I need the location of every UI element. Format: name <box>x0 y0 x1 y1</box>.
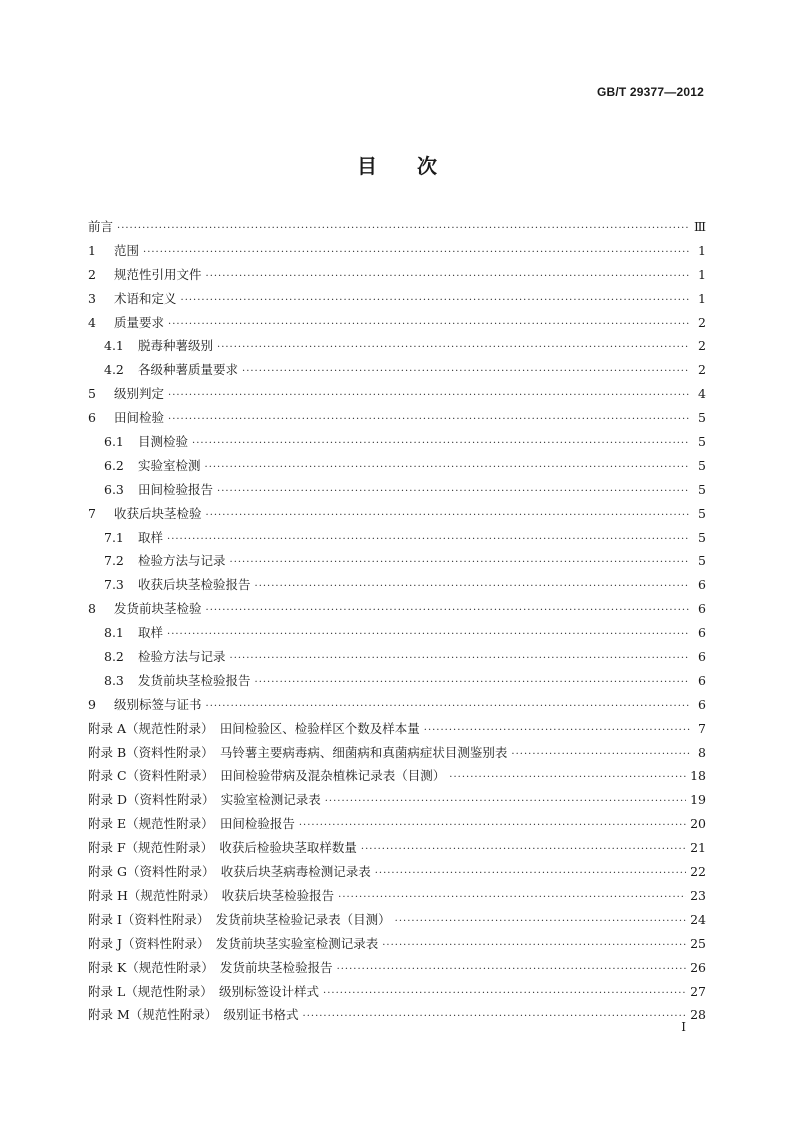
toc-leader-dots <box>299 814 686 838</box>
toc-leader-dots <box>205 456 690 480</box>
toc-leader-dots <box>181 289 690 313</box>
toc-entry-label <box>104 478 213 502</box>
toc-entry-page: 26 <box>690 959 706 975</box>
toc-leader-dots <box>325 790 686 814</box>
toc-entry-title: 前言 <box>88 219 114 234</box>
toc-entry-title: 附录 M（规范性附录） 级别证书格式 <box>88 1007 299 1023</box>
toc-leader-dots <box>192 432 690 456</box>
toc-entry-label <box>88 597 202 621</box>
toc-entry-title: 术语和定义 <box>114 290 177 306</box>
toc-entry-number: 5 <box>88 386 96 402</box>
toc-leader-dots <box>375 862 686 886</box>
toc-entry-page: 28 <box>690 1007 706 1023</box>
toc-entry-label <box>88 788 321 812</box>
toc-entry-label <box>104 549 226 573</box>
toc-leader-dots <box>206 695 690 719</box>
toc-entry-title: 检验方法与记录 <box>138 649 226 665</box>
toc-entry[interactable] <box>88 406 706 430</box>
toc-entry-label <box>88 717 420 741</box>
toc-leader-dots <box>424 719 690 743</box>
toc-entry-page: 27 <box>690 983 706 999</box>
toc-entry-label <box>104 454 201 478</box>
toc-entry-page: 1 <box>698 242 706 258</box>
table-of-contents <box>88 215 706 1027</box>
toc-entry[interactable] <box>88 1003 706 1027</box>
toc-entry-title: 实验室检测 <box>138 457 201 473</box>
toc-leader-dots <box>511 743 690 767</box>
toc-entry[interactable] <box>88 334 706 358</box>
toc-entry[interactable] <box>88 884 706 908</box>
toc-entry[interactable] <box>88 836 706 860</box>
toc-entry-title: 取样 <box>138 529 164 545</box>
toc-entry-number: 9 <box>88 696 96 712</box>
toc-entry[interactable] <box>88 526 706 550</box>
toc-leader-dots <box>382 934 686 958</box>
toc-entry-title: 附录 G（资料性附录） 收获后块茎病毒检测记录表 <box>88 864 371 880</box>
toc-entry-page: 5 <box>698 529 706 545</box>
toc-entry-label <box>88 406 164 430</box>
toc-entry-label <box>88 860 371 884</box>
toc-entry-page: 8 <box>698 744 706 760</box>
toc-entry-title: 级别判定 <box>114 386 165 402</box>
toc-entry[interactable] <box>88 382 706 406</box>
toc-entry-label <box>104 573 251 597</box>
toc-entry-page: 6 <box>698 672 706 688</box>
toc-entry[interactable] <box>88 956 706 980</box>
toc-leader-dots <box>230 647 690 671</box>
toc-leader-dots <box>303 1005 687 1029</box>
page-title: 目 次 <box>357 154 437 178</box>
toc-entry-page: 20 <box>690 816 706 832</box>
toc-leader-dots <box>143 241 690 265</box>
toc-leader-dots <box>206 504 690 528</box>
toc-entry-label <box>88 311 164 335</box>
toc-entry-title: 规范性引用文件 <box>114 266 202 282</box>
toc-entry-label <box>88 263 202 287</box>
toc-entry-number: 8.2 <box>104 649 124 665</box>
toc-entry[interactable] <box>88 502 706 526</box>
toc-leader-dots <box>167 528 690 552</box>
toc-entry-page: 18 <box>690 768 706 784</box>
toc-entry-title: 目测检验 <box>138 434 189 450</box>
toc-entry-number: 3 <box>88 290 96 306</box>
toc-entry[interactable] <box>88 597 706 621</box>
toc-entry-number: 7.1 <box>104 529 124 545</box>
toc-entry-title: 范围 <box>114 242 140 258</box>
toc-entry-number: 2 <box>88 266 96 282</box>
toc-entry-label <box>88 836 357 860</box>
toc-entry-label <box>88 932 378 956</box>
toc-leader-dots <box>323 982 686 1006</box>
toc-entry[interactable] <box>88 478 706 502</box>
toc-entry-page: 2 <box>698 362 706 378</box>
toc-entry-label <box>88 382 164 406</box>
toc-entry-label <box>88 502 202 526</box>
toc-entry-page: 6 <box>698 601 706 617</box>
toc-entry[interactable] <box>88 980 706 1004</box>
toc-entry-page: 6 <box>698 577 706 593</box>
toc-entry-page: Ⅲ <box>693 219 706 234</box>
toc-entry-page: 1 <box>698 290 706 306</box>
toc-entry-page: 6 <box>698 696 706 712</box>
toc-entry-title: 级别标签与证书 <box>114 696 202 712</box>
toc-entry-label <box>88 693 202 717</box>
toc-entry-page: 2 <box>698 314 706 330</box>
toc-entry[interactable] <box>88 788 706 812</box>
toc-entry-label <box>104 526 163 550</box>
toc-entry-label <box>88 239 139 263</box>
toc-leader-dots <box>337 958 687 982</box>
toc-entry-page: 6 <box>698 649 706 665</box>
toc-entry-label <box>88 215 113 239</box>
toc-entry-number: 8 <box>88 601 96 617</box>
toc-entry[interactable] <box>88 263 706 287</box>
toc-entry-label <box>88 764 445 788</box>
toc-entry-page: 22 <box>690 864 706 880</box>
toc-entry-label <box>104 358 238 382</box>
toc-leader-dots <box>361 838 686 862</box>
toc-entry[interactable] <box>88 693 706 717</box>
toc-entry-title: 附录 K（规范性附录） 发货前块茎检验报告 <box>88 959 333 975</box>
toc-entry-page: 7 <box>698 720 706 736</box>
toc-entry-title: 收获后块茎检验报告 <box>138 577 251 593</box>
page-number: I <box>681 1020 686 1034</box>
toc-entry-number: 1 <box>88 242 96 258</box>
toc-entry-title: 附录 F（规范性附录） 收获后检验块茎取样数量 <box>88 840 357 856</box>
toc-entry[interactable] <box>88 621 706 645</box>
toc-entry-number: 6.2 <box>104 457 124 473</box>
toc-leader-dots <box>168 408 690 432</box>
toc-entry-number: 4.2 <box>104 362 124 378</box>
toc-entry[interactable] <box>88 358 706 382</box>
toc-entry-title: 附录 H（规范性附录） 收获后块茎检验报告 <box>88 887 335 903</box>
toc-entry[interactable] <box>88 741 706 765</box>
toc-entry[interactable] <box>88 239 706 263</box>
toc-entry-title: 质量要求 <box>114 314 165 330</box>
toc-entry-number: 6.3 <box>104 481 124 497</box>
toc-entry[interactable] <box>88 812 706 836</box>
toc-entry-page: 4 <box>698 386 706 402</box>
toc-entry[interactable] <box>88 573 706 597</box>
toc-entry-page: 23 <box>690 887 706 903</box>
toc-entry-number: 4.1 <box>104 338 124 354</box>
toc-entry-label <box>88 956 333 980</box>
toc-entry[interactable] <box>88 645 706 669</box>
toc-leader-dots <box>217 336 690 360</box>
toc-entry-title: 附录 A（规范性附录） 田间检验区、检验样区个数及样本量 <box>88 720 420 736</box>
toc-leader-dots <box>168 313 690 337</box>
toc-entry-label <box>104 334 213 358</box>
toc-entry[interactable] <box>88 454 706 478</box>
toc-entry-label <box>88 741 507 765</box>
toc-entry-number: 6.1 <box>104 434 124 450</box>
toc-leader-dots <box>168 384 690 408</box>
toc-entry-title: 取样 <box>138 625 164 641</box>
toc-leader-dots <box>338 886 686 910</box>
toc-entry[interactable] <box>88 908 706 932</box>
toc-entry-title: 收获后块茎检验 <box>114 505 202 521</box>
toc-entry[interactable] <box>88 669 706 693</box>
toc-leader-dots <box>117 217 690 241</box>
toc-leader-dots <box>230 551 690 575</box>
toc-entry-title: 附录 B（资料性附录） 马铃薯主要病毒病、细菌病和真菌病症状目测鉴别表 <box>88 744 508 760</box>
toc-entry-page: 5 <box>698 434 706 450</box>
toc-entry-page: 21 <box>690 840 706 856</box>
toc-entry-page: 6 <box>698 625 706 641</box>
toc-entry-page: 1 <box>698 266 706 282</box>
toc-entry[interactable] <box>88 287 706 311</box>
toc-entry-number: 7.3 <box>104 577 124 593</box>
toc-entry-number: 8.3 <box>104 672 124 688</box>
toc-entry-label <box>104 621 163 645</box>
toc-entry[interactable] <box>88 311 706 335</box>
toc-entry-title: 附录 D（资料性附录） 实验室检测记录表 <box>88 792 321 808</box>
toc-entry-title: 脱毒种薯级别 <box>138 338 214 354</box>
toc-entry-title: 附录 J（资料性附录） 发货前块茎实验室检测记录表 <box>88 935 379 951</box>
toc-entry[interactable] <box>88 932 706 956</box>
toc-entry-label <box>88 1003 299 1027</box>
toc-entry-page: 24 <box>690 911 706 927</box>
toc-entry-title: 附录 I（资料性附录） 发货前块茎检验记录表（目测） <box>88 911 391 927</box>
toc-entry-title: 检验方法与记录 <box>138 553 226 569</box>
toc-entry[interactable] <box>88 860 706 884</box>
toc-entry[interactable] <box>88 549 706 573</box>
toc-entry-number: 7.2 <box>104 553 124 569</box>
toc-entry-label <box>104 669 251 693</box>
toc-entry-title: 各级种薯质量要求 <box>138 362 239 378</box>
toc-leader-dots <box>255 671 690 695</box>
toc-entry-title: 附录 L（规范性附录） 级别标签设计样式 <box>88 983 320 999</box>
toc-entry-page: 19 <box>690 792 706 808</box>
toc-entry-title: 附录 C（资料性附录） 田间检验带病及混杂植株记录表（目测） <box>88 768 446 784</box>
toc-entry-title: 田间检验报告 <box>138 481 214 497</box>
toc-entry-page: 5 <box>698 410 706 426</box>
toc-entry-title: 发货前块茎检验 <box>114 601 202 617</box>
toc-entry-label <box>88 884 334 908</box>
toc-leader-dots <box>242 360 690 384</box>
toc-entry[interactable] <box>88 430 706 454</box>
toc-entry-page: 5 <box>698 505 706 521</box>
toc-entry-number: 6 <box>88 410 96 426</box>
toc-leader-dots <box>449 766 686 790</box>
toc-entry-label <box>104 645 226 669</box>
toc-entry-number: 4 <box>88 314 96 330</box>
toc-entry-label <box>88 980 319 1004</box>
toc-leader-dots <box>255 575 690 599</box>
toc-leader-dots <box>217 480 690 504</box>
toc-entry-page: 2 <box>698 338 706 354</box>
toc-entry[interactable] <box>88 717 706 741</box>
toc-entry-page: 5 <box>698 481 706 497</box>
toc-entry-page: 5 <box>698 553 706 569</box>
toc-leader-dots <box>206 599 690 623</box>
toc-leader-dots <box>395 910 686 934</box>
toc-leader-dots <box>206 265 690 289</box>
toc-entry-title: 附录 E（规范性附录） 田间检验报告 <box>88 816 295 832</box>
toc-entry-page: 5 <box>698 457 706 473</box>
toc-leader-dots <box>167 623 690 647</box>
toc-entry-label <box>88 812 295 836</box>
toc-entry-number: 7 <box>88 505 96 521</box>
toc-entry-label <box>104 430 188 454</box>
toc-entry-label <box>88 908 391 932</box>
toc-entry[interactable] <box>88 215 706 239</box>
standard-code: GB/T 29377—2012 <box>596 85 704 99</box>
toc-entry-number: 8.1 <box>104 625 124 641</box>
toc-entry[interactable] <box>88 764 706 788</box>
toc-entry-title: 田间检验 <box>114 410 165 426</box>
toc-entry-label <box>88 287 177 311</box>
toc-entry-title: 发货前块茎检验报告 <box>138 672 251 688</box>
toc-entry-page: 25 <box>690 935 706 951</box>
